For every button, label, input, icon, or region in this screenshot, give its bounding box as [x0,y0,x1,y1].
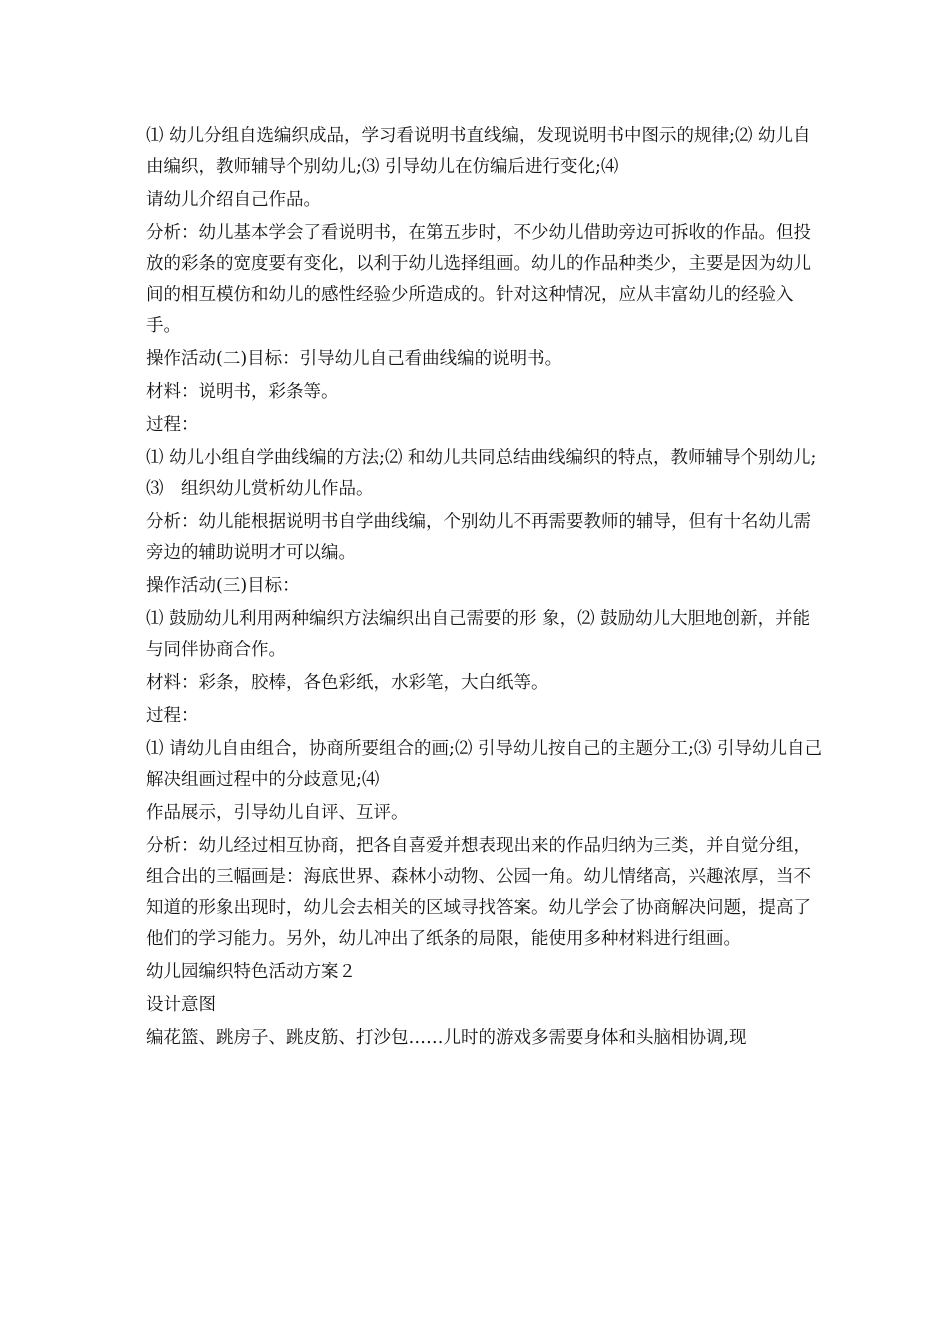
paragraph-design-intent: 编花篮、跳房子、跳皮筋、打沙包……儿时的游戏多需要身体和头脑相协调,现 [146,1028,747,1048]
paragraph-activity-3-goal: 操作活动(三)目标： [146,576,300,596]
paragraph-analysis-1: 分析：幼儿基本学会了看说明书，在第五步时，不少幼儿借助旁边可拆收的作品。但投放的彩条的宽度要有变化，以利于幼儿选择组画。幼儿的作品种类少，主要是因为幼儿间的相互模仿和幼儿的感性经验少所造成的。针对这种情况，应从丰富幼儿的经验入手。 [146,223,811,336]
paragraph-process-steps-1: ⑴ 幼儿分组自选编织成品，学习看说明书直线编，发现说明书中图示的规律;⑵ 幼儿自由编织，教师辅导个别幼儿;⑶ 引导幼儿在仿编后进行变化;⑷ [146,126,811,177]
paragraph-process-steps-3: ⑴ 请幼儿自由组合，协商所要组合的画;⑵ 引导幼儿按自己的主题分工;⑶ 引导幼儿自己解决组画过程中的分歧意见;⑷ [146,739,822,790]
paragraph-analysis-3: 分析：幼儿经过相互协商，把各自喜爱并想表现出来的作品归纳为三类，并自觉分组，组合出的三幅画是：海底世界、森林小动物、公园一角。幼儿情绪高，兴趣浓厚，当不知道的形象出现时，幼儿会去相关的区域寻找答案。幼儿学会了协商解决问题，提高了他们的学习能力。另外，幼儿冲出了纸条的局限，能使用多种材料进行组画。 [146,836,811,949]
section-title-plan-2: 幼儿园编织特色活动方案２ [146,962,356,982]
paragraph-process-steps-2: ⑴ 幼儿小组自学曲线编的方法;⑵ 和幼儿共同总结曲线编织的特点，教师辅导个别幼儿;⑶ 组织幼儿赏析幼儿作品。 [146,448,817,499]
section-heading-design-intent: 设计意图 [146,995,216,1015]
document-body [146,121,826,1054]
paragraph-process-label-2: 过程： [146,415,199,435]
paragraph-materials-2: 材料：说明书，彩条等。 [146,382,339,402]
paragraph-analysis-2: 分析：幼儿能根据说明书自学曲线编，个别幼儿不再需要教师的辅导，但有十名幼儿需旁边的辅助说明才可以编。 [146,512,811,563]
paragraph-materials-3: 材料：彩条，胶棒，各色彩纸，水彩笔，大白纸等。 [146,673,549,693]
paragraph-activity-2-goal: 操作活动(二)目标：引导幼儿自己看曲线编的说明书。 [146,349,563,369]
paragraph-work-display: 作品展示，引导幼儿自评、互评。 [146,803,409,823]
paragraph-process-label-3: 过程： [146,706,199,726]
paragraph-introduce-work: 请幼儿介绍自己作品。 [146,190,321,210]
paragraph-goals-3: ⑴ 鼓励幼儿利用两种编织方法编织出自己需要的形 象，⑵ 鼓励幼儿大胆地创新，并能与同伴协商合作。 [146,609,811,660]
